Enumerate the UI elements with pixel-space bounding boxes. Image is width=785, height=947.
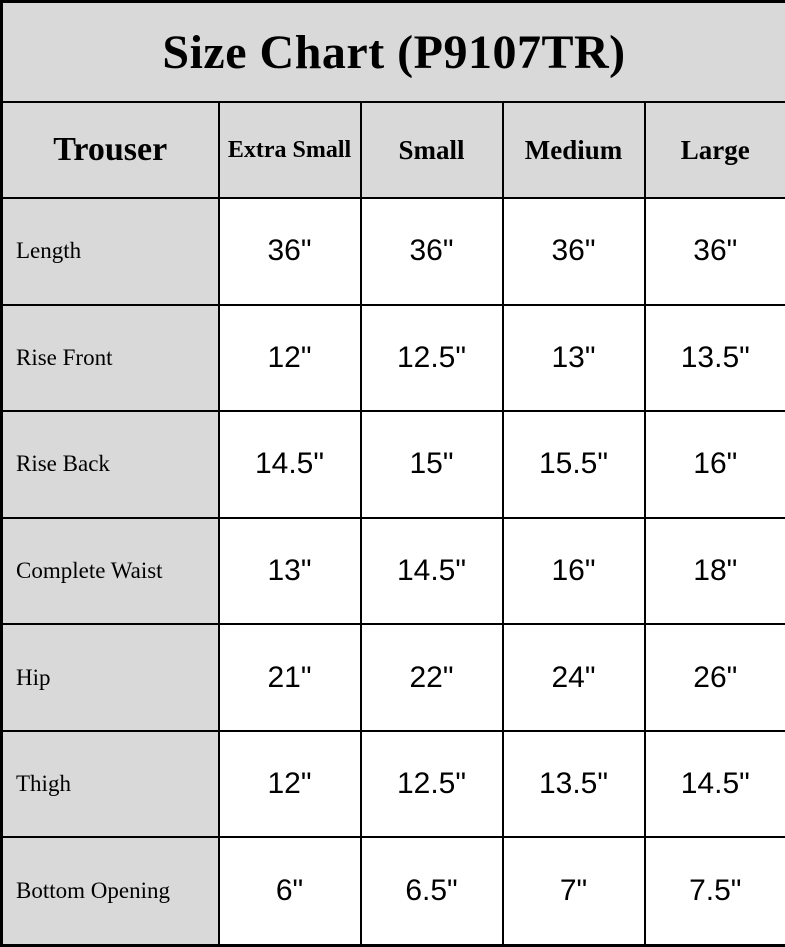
- title-row: [2, 2, 785, 103]
- size-value-cell: 6": [219, 837, 361, 945]
- size-value-cell: 13": [219, 518, 361, 625]
- row-label-complete-waist: Complete Waist: [2, 518, 219, 625]
- size-value-cell: 7": [503, 837, 645, 945]
- size-value-cell: 18": [645, 518, 785, 625]
- column-header-extra-small: Extra Small: [219, 102, 361, 198]
- size-value-cell: 6.5": [361, 837, 503, 945]
- size-value-cell: 22": [361, 624, 503, 731]
- size-value-cell: 7.5": [645, 837, 785, 945]
- size-value-cell: 21": [219, 624, 361, 731]
- size-value-cell: 12": [219, 305, 361, 412]
- chart-title: Size Chart (P9107TR): [2, 2, 785, 103]
- size-value-cell: 14.5": [361, 518, 503, 625]
- row-label-thigh: Thigh: [2, 731, 219, 838]
- size-value-cell: 26": [645, 624, 785, 731]
- column-header-large: Large: [645, 102, 785, 198]
- table-row: [2, 837, 785, 945]
- size-value-cell: 12.5": [361, 305, 503, 412]
- size-value-cell: 15": [361, 411, 503, 518]
- table-row: [2, 198, 785, 305]
- size-value-cell: 36": [503, 198, 645, 305]
- row-label-rise-back: Rise Back: [2, 411, 219, 518]
- table-row: [2, 305, 785, 412]
- size-value-cell: 16": [645, 411, 785, 518]
- size-value-cell: 24": [503, 624, 645, 731]
- row-label-bottom-opening: Bottom Opening: [2, 837, 219, 945]
- size-value-cell: 12.5": [361, 731, 503, 838]
- size-value-cell: 36": [361, 198, 503, 305]
- size-value-cell: 14.5": [645, 731, 785, 838]
- column-header-small: Small: [361, 102, 503, 198]
- size-value-cell: 36": [645, 198, 785, 305]
- size-value-cell: 36": [219, 198, 361, 305]
- table-row: [2, 411, 785, 518]
- table-row: [2, 731, 785, 838]
- row-label-hip: Hip: [2, 624, 219, 731]
- size-value-cell: 12": [219, 731, 361, 838]
- size-value-cell: 13": [503, 305, 645, 412]
- table-row: [2, 624, 785, 731]
- corner-header-trouser: Trouser: [2, 102, 219, 198]
- size-value-cell: 14.5": [219, 411, 361, 518]
- size-value-cell: 16": [503, 518, 645, 625]
- column-header-medium: Medium: [503, 102, 645, 198]
- header-row: [2, 102, 785, 198]
- table-row: [2, 518, 785, 625]
- size-value-cell: 13.5": [503, 731, 645, 838]
- size-value-cell: 15.5": [503, 411, 645, 518]
- size-value-cell: 13.5": [645, 305, 785, 412]
- row-label-rise-front: Rise Front: [2, 305, 219, 412]
- row-label-length: Length: [2, 198, 219, 305]
